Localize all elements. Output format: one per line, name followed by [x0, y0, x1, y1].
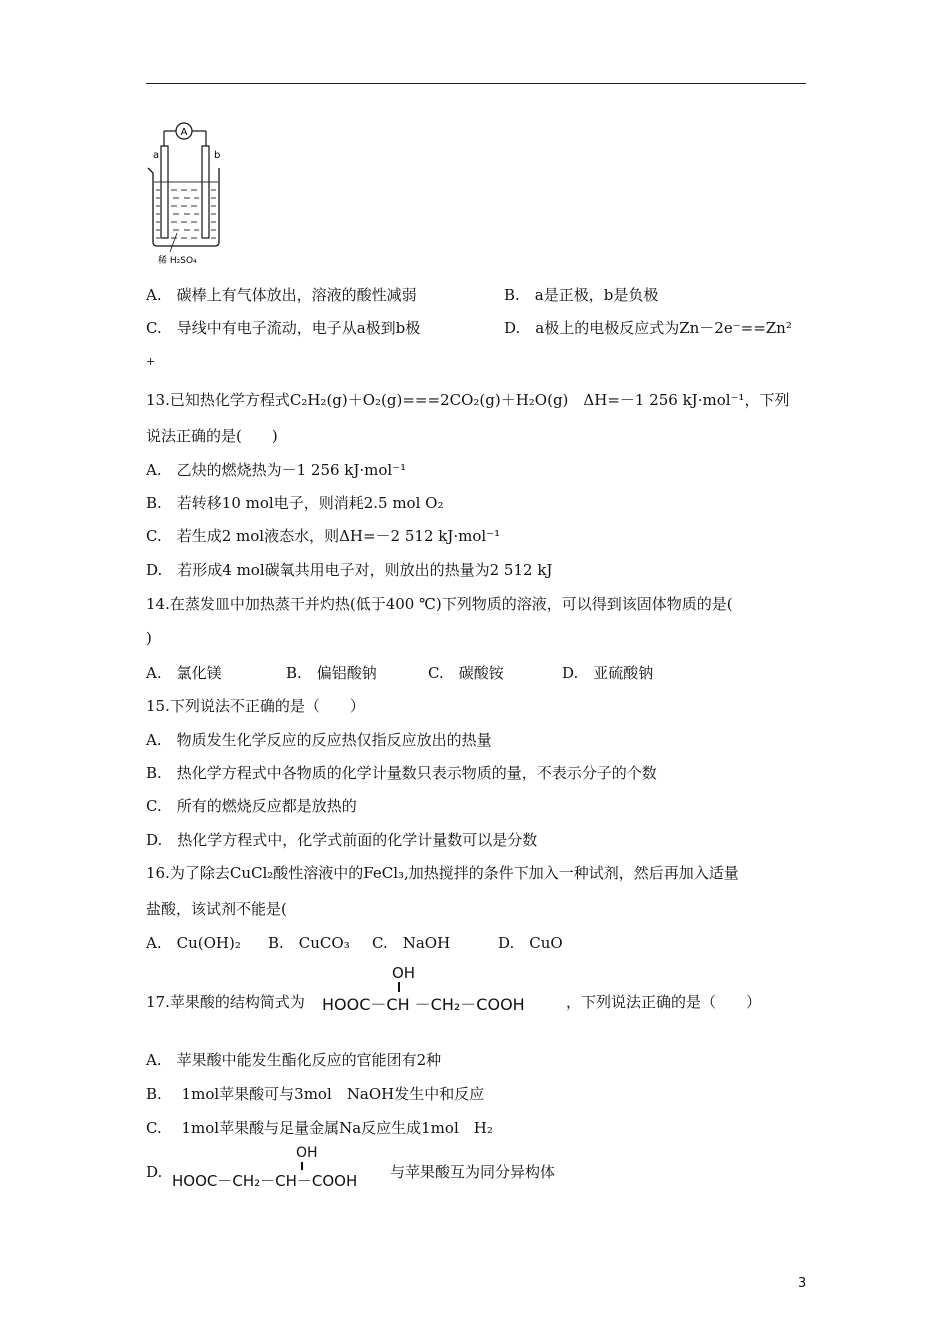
q17-formula: HOOC－CH －CH₂－COOH	[322, 995, 525, 1014]
q17-option-d-oh: OH	[296, 1145, 318, 1161]
electrode-a-label: a	[153, 150, 160, 161]
q15-option-d: D. 热化学方程式中，化学式前面的化学计量数可以是分数	[146, 831, 538, 849]
q15-option-a: A. 物质发生化学反应的反应热仅指反应放出的热量	[146, 731, 492, 749]
header-rule	[146, 83, 806, 84]
q17-stem-suffix: ，下列说法正确的是（ ）	[566, 993, 762, 1011]
q12-option-c: C. 导线中有电子流动，电子从a极到b极	[146, 319, 421, 337]
q17-option-c: C. 1mol苹果酸与足量金属Na反应生成1mol H₂	[146, 1119, 493, 1137]
solution-label: 稀 H₂SO₄	[158, 256, 197, 266]
q12-option-d: D. a极上的电极反应式为Zn－2e⁻==Zn²	[504, 319, 792, 337]
galvanic-cell-figure	[144, 120, 224, 270]
q17-option-d-label: D.	[146, 1163, 163, 1181]
q12-option-a: A. 碳棒上有气体放出，溶液的酸性减弱	[146, 286, 417, 304]
q14-option-b: B. 偏铝酸钠	[286, 664, 377, 682]
q14-option-c: C. 碳酸铵	[428, 664, 504, 682]
q16-option-b: B. CuCO₃	[268, 934, 350, 952]
q16-option-d: D. CuO	[498, 934, 563, 952]
q16-option-c: C. NaOH	[372, 934, 451, 952]
q17-option-d-formula: HOOC－CH₂－CH－COOH	[172, 1172, 358, 1190]
q12-option-b: B. a是正极，b是负极	[504, 286, 659, 304]
q16-stem-cont: 盐酸，该试剂不能是(	[146, 900, 287, 918]
q17-option-b: B. 1mol苹果酸可与3mol NaOH发生中和反应	[146, 1085, 485, 1103]
q17-stem-prefix: 17.苹果酸的结构简式为	[146, 993, 305, 1011]
q16-stem: 16.为了除去CuCl₂酸性溶液中的FeCl₃,加热搅拌的条件下加入一种试剂，然后再加入适量	[146, 864, 739, 882]
q15-option-b: B. 热化学方程式中各物质的化学计量数只表示物质的量，不表示分子的个数	[146, 764, 657, 782]
electrode-a	[161, 146, 168, 238]
q13-stem: 13.已知热化学方程式C₂H₂(g)＋O₂(g)===2CO₂(g)＋H₂O(g) ΔH=－1 256 kJ·mol⁻¹，下列	[146, 391, 790, 409]
electrode-b	[202, 146, 209, 238]
q17-option-d-bond	[301, 1162, 303, 1170]
page-number: 3	[798, 1276, 807, 1291]
q15-option-c: C. 所有的燃烧反应都是放热的	[146, 797, 357, 815]
q14-stem-cont: )	[146, 629, 152, 647]
q17-formula-bond	[398, 982, 400, 992]
q13-option-b: B. 若转移10 mol电子，则消耗2.5 mol O₂	[146, 494, 444, 512]
q17-option-a: A. 苹果酸中能发生酯化反应的官能团有2种	[146, 1051, 442, 1069]
q13-option-a: A. 乙炔的燃烧热为－1 256 kJ·mol⁻¹	[146, 461, 407, 479]
q14-option-d: D. 亚硫酸钠	[562, 664, 654, 682]
ammeter-label: A	[180, 127, 188, 138]
q13-option-c: C. 若生成2 mol液态水，则ΔH=－2 512 kJ·mol⁻¹	[146, 527, 501, 545]
q16-option-a: A. Cu(OH)₂	[146, 934, 241, 952]
q14-option-a: A. 氯化镁	[146, 664, 222, 682]
electrode-b-label: b	[214, 150, 221, 161]
q17-option-d-text: 与苹果酸互为同分异构体	[390, 1163, 556, 1181]
q17-formula-oh: OH	[392, 964, 416, 982]
q13-option-d: D. 若形成4 mol碳氧共用电子对，则放出的热量为2 512 kJ	[146, 561, 553, 579]
q15-stem: 15.下列说法不正确的是（ ）	[146, 697, 365, 715]
q14-stem: 14.在蒸发皿中加热蒸干并灼热(低于400 ℃)下列物质的溶液，可以得到该固体物质的是(	[146, 595, 733, 613]
q12-option-d-wrap: +	[146, 355, 156, 368]
q13-stem-cont: 说法正确的是( )	[146, 427, 278, 445]
